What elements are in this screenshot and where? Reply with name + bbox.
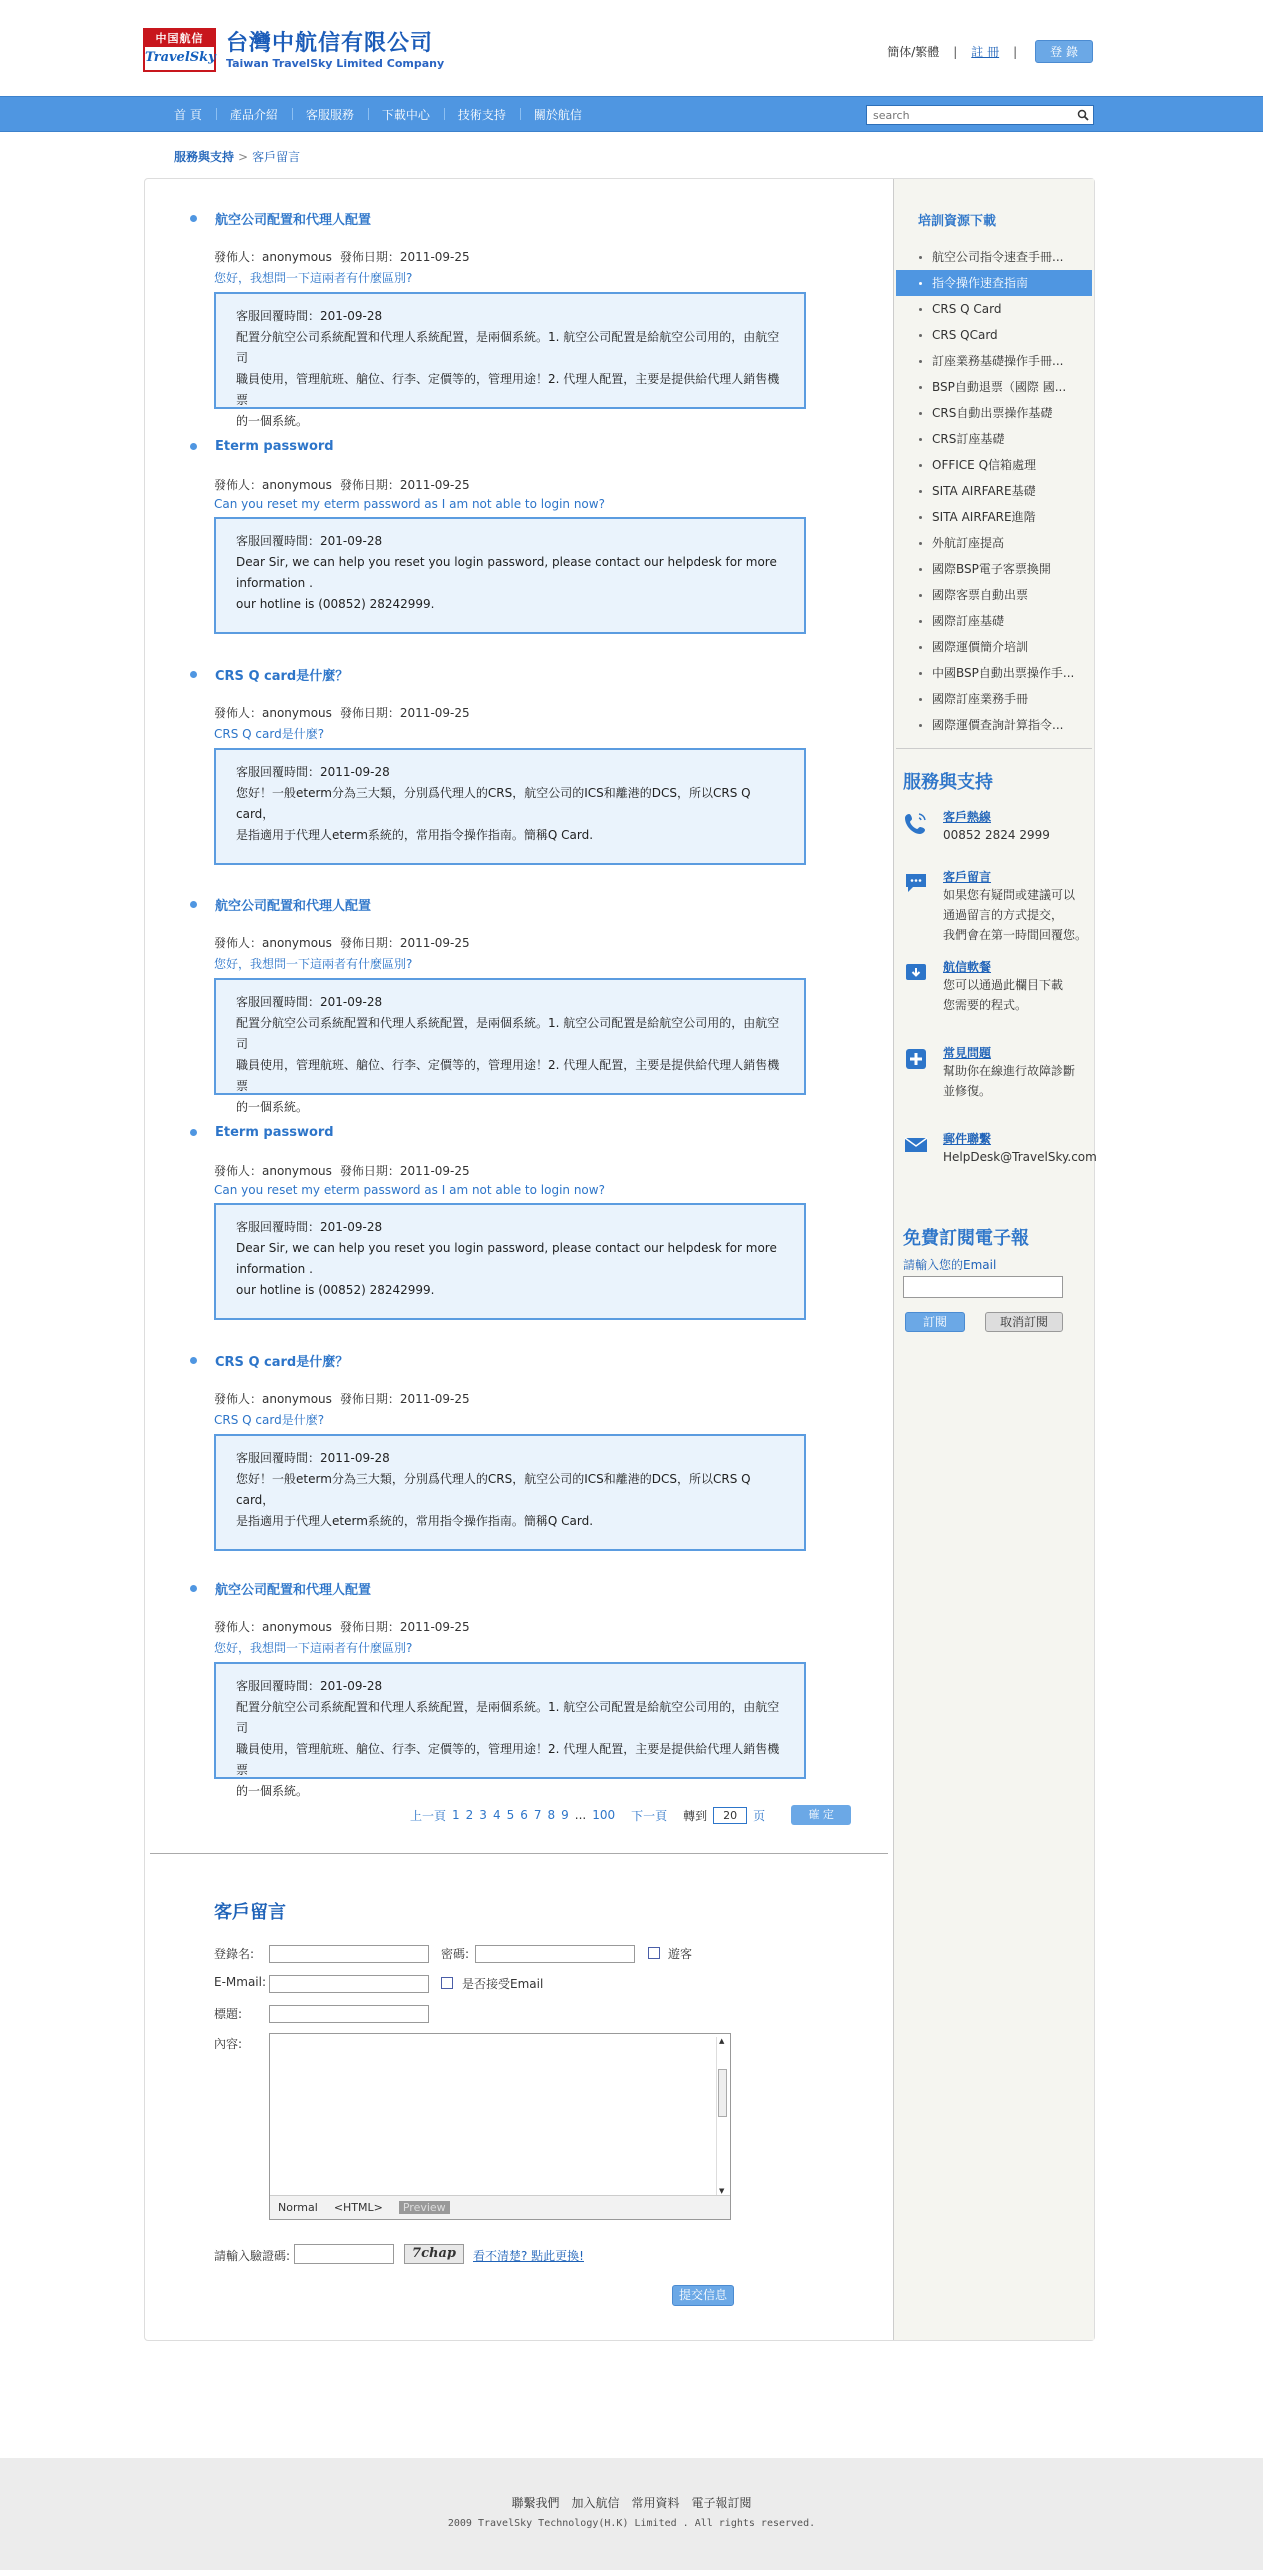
download-item[interactable]: CRS QCard — [896, 322, 1092, 348]
post-item — [190, 894, 810, 1114]
post-date: 發佈日期：2011-09-25 — [339, 1392, 470, 1406]
post-title-text[interactable]: Eterm password — [215, 1124, 334, 1140]
post-item — [190, 208, 810, 428]
subject-input[interactable] — [269, 2005, 429, 2023]
editor-mode-normal[interactable]: Normal — [278, 2201, 318, 2214]
reply-time: 客服回覆時間：201-09-28 — [236, 309, 383, 323]
main-nav — [0, 96, 1263, 132]
reply-line: 是指適用于代理人eterm系統的，常用指令操作指南。簡稱Q Card. — [236, 828, 594, 842]
reply-line: 配置分航空公司系統配置和代理人系統配置，是兩個系統。1. 航空公司配置是給航空公司用的，由航空司 — [236, 330, 780, 365]
post-author: 發佈人：anonymous — [214, 250, 332, 264]
logo-mark — [143, 28, 216, 72]
guest-checkbox[interactable] — [648, 1947, 660, 1959]
login-name-input[interactable] — [269, 1945, 429, 1963]
breadcrumb — [174, 148, 300, 165]
separator: | — [953, 44, 958, 59]
page-ellipsis: ... — [574, 1808, 587, 1822]
company-name-en: Taiwan TravelSky Limited Company — [226, 56, 445, 70]
reply-line: 的一個系統。 — [236, 414, 309, 428]
page-link[interactable]: 9 — [561, 1808, 569, 1822]
phone-icon — [903, 810, 929, 836]
reply-box — [214, 1203, 806, 1320]
breadcrumb-separator: > — [238, 150, 249, 164]
post-date: 發佈日期：2011-09-25 — [339, 706, 470, 720]
download-item[interactable]: CRS自動出票操作基礎 — [896, 400, 1092, 426]
post-title[interactable] — [190, 1350, 810, 1370]
post-item — [190, 436, 810, 634]
reply-time: 客服回覆時間：201-09-28 — [236, 1220, 383, 1234]
copyright: 2009 TravelSky Technology(H.K) Limited . All rights reserved. — [447, 2518, 816, 2529]
service-title: 服務與支持 — [903, 772, 993, 793]
nav-item-home[interactable]: 首 頁 — [174, 107, 202, 122]
footer — [0, 2458, 1263, 2570]
company-name-cn: 台灣中航信有限公司 — [226, 30, 434, 56]
downloads-title: 培訓資源下載 — [918, 214, 997, 229]
service-desc: 您可以通過此欄目下載 — [943, 978, 1064, 992]
email-input[interactable] — [269, 1975, 429, 1993]
download-item[interactable]: 指令操作速查指南 — [896, 270, 1092, 296]
newsletter-email-input[interactable] — [903, 1276, 1063, 1298]
bullet-icon — [190, 215, 197, 222]
download-item[interactable]: 國際訂座業務手冊 — [896, 686, 1092, 712]
download-item[interactable]: OFFICE Q信箱處理 — [896, 452, 1092, 478]
logo-cn-top: 中国航信 — [145, 30, 214, 47]
post-meta — [214, 1162, 810, 1179]
bullet-icon — [190, 443, 197, 450]
scroll-down-icon[interactable]: ▼ — [719, 2187, 725, 2195]
post-date: 發佈日期：2011-09-25 — [339, 478, 470, 492]
post-item — [190, 1350, 810, 1551]
search-input[interactable] — [867, 106, 1073, 124]
login-button[interactable]: 登 錄 — [1035, 40, 1093, 63]
nav-item-downloads[interactable]: 下載中心 — [368, 106, 444, 123]
reply-line: 是指適用于代理人eterm系統的，常用指令操作指南。簡稱Q Card. — [236, 1514, 594, 1528]
goto-label: 轉到 — [683, 1808, 708, 1823]
chat-bubble-icon — [903, 870, 929, 896]
reply-line: 您好！一般eterm分為三大類，分別爲代理人的CRS，航空公司的ICS和離港的DCS，所以CRS Q card， — [236, 786, 751, 821]
bullet-icon — [190, 1357, 197, 1364]
page-link[interactable]: 2 — [465, 1808, 474, 1822]
post-author: 發佈人：anonymous — [214, 478, 332, 492]
subscribe-button[interactable]: 訂閱 — [905, 1312, 965, 1332]
post-author: 發佈人：anonymous — [214, 1392, 332, 1406]
newsletter-label: 請輸入您的Email — [903, 1258, 997, 1272]
prev-page-link[interactable]: 上一頁 — [410, 1808, 447, 1823]
download-item[interactable]: 國際訂座基礎 — [896, 608, 1092, 634]
download-item[interactable]: BSP自動退票（國際 國... — [896, 374, 1092, 400]
download-item[interactable]: CRS Q Card — [896, 296, 1092, 322]
nav-item-support[interactable]: 技術支持 — [444, 106, 520, 123]
service-name[interactable]: 郵件聯繫 — [943, 1132, 992, 1146]
reply-line: our hotline is (00852) 28242999. — [236, 1283, 435, 1297]
post-date: 發佈日期：2011-09-25 — [339, 250, 470, 264]
search-box — [866, 105, 1094, 125]
post-title[interactable] — [190, 208, 810, 228]
page-link[interactable]: 7 — [533, 1808, 542, 1822]
plus-icon — [903, 1046, 929, 1072]
service-desc: 並修復。 — [943, 1084, 992, 1098]
reply-time: 客服回覆時間：2011-09-28 — [236, 765, 390, 779]
editor-scrollbar[interactable] — [716, 2037, 728, 2195]
service-name[interactable]: 航信軟餐 — [943, 960, 992, 974]
page-link-last[interactable]: 100 — [592, 1808, 616, 1822]
download-item[interactable]: SITA AIRFARE進階 — [896, 504, 1092, 530]
bullet-icon — [190, 671, 197, 678]
post-title-text[interactable]: 航空公司配置和代理人配置 — [215, 212, 372, 228]
service-name[interactable]: 客戶留言 — [943, 870, 992, 884]
reply-box — [214, 748, 806, 865]
post-date: 發佈日期：2011-09-25 — [339, 936, 470, 950]
content-label: 內容: — [214, 2037, 243, 2051]
download-item[interactable]: 國際BSP電子客票換開 — [896, 556, 1092, 582]
reply-box — [214, 1662, 806, 1798]
newsletter-title: 免費訂閱電子報 — [903, 1228, 1029, 1249]
reply-line: 您好！一般eterm分為三大類，分別爲代理人的CRS，航空公司的ICS和離港的DCS，所以CRS Q card， — [236, 1472, 751, 1507]
page-link[interactable]: 1 — [452, 1808, 460, 1822]
post-question: Can you reset my eterm password as I am not able to login now? — [214, 497, 605, 511]
service-desc: 通過留言的方式提交， — [943, 908, 1064, 922]
post-author: 發佈人：anonymous — [214, 706, 332, 720]
reply-line: 職員使用，管理航班、艙位、行李、定價等的，管理用途！2. 代理人配置，主要是提供給代理人銷售機票 — [236, 372, 780, 407]
post-title-text[interactable]: 航空公司配置和代理人配置 — [215, 898, 372, 914]
bullet-icon — [190, 1585, 197, 1592]
post-question: CRS Q card是什麼? — [214, 1413, 325, 1427]
logo-en-box: TravelSky — [145, 50, 216, 65]
accept-email-checkbox[interactable] — [441, 1977, 453, 1989]
content-editor[interactable] — [269, 2033, 731, 2220]
scroll-up-icon[interactable]: ▲ — [719, 2037, 725, 2045]
header-links — [887, 40, 1093, 63]
service-name[interactable]: 客戶熱線 — [943, 810, 992, 824]
post-question: 您好，我想問一下這兩者有什麼區別? — [214, 957, 413, 971]
captcha-image: 7chap — [404, 2244, 464, 2264]
page-unit: 页 — [753, 1808, 766, 1823]
nav-items — [160, 97, 596, 131]
post-item — [190, 664, 810, 865]
breadcrumb-current: 客戶留言 — [252, 150, 301, 164]
reply-box — [214, 292, 806, 428]
post-meta — [214, 704, 810, 721]
download-item[interactable]: 國際運價查詢計算指令... — [896, 712, 1092, 738]
goto-page-input[interactable] — [713, 1807, 747, 1824]
download-item[interactable]: 國際運價簡介培訓 — [896, 634, 1092, 660]
post-title-text[interactable]: Eterm password — [215, 438, 334, 454]
reply-line: 的一個系統。 — [236, 1100, 309, 1114]
footer-link[interactable]: 聯繫我們 — [511, 2496, 560, 2510]
reply-line: 的一個系統。 — [236, 1784, 309, 1798]
reply-line: 配置分航空公司系統配置和代理人系統配置，是兩個系統。1. 航空公司配置是給航空公司用的，由航空司 — [236, 1700, 780, 1735]
editor-mode-html[interactable]: <HTML> — [333, 2201, 383, 2214]
service-desc: 如果您有疑問或建議可以 — [943, 888, 1076, 902]
unsubscribe-button[interactable]: 取消訂閱 — [985, 1312, 1063, 1332]
service-desc: HelpDesk@TravelSky.com — [943, 1150, 1097, 1164]
email-label: E-Mmail: — [214, 1975, 267, 1989]
breadcrumb-parent[interactable]: 服務與支持 — [174, 150, 235, 164]
accept-email-label: 是否接受Email — [462, 1977, 544, 1991]
post-question: 您好，我想問一下這兩者有什麼區別? — [214, 271, 413, 285]
register-link[interactable]: 註 冊 — [971, 45, 1000, 59]
editor-mode-bar — [270, 2195, 730, 2219]
reply-time: 客服回覆時間：201-09-28 — [236, 995, 383, 1009]
reply-box — [214, 978, 806, 1114]
service-desc: 幫助你在線進行故障診斷 — [943, 1064, 1076, 1078]
password-input[interactable] — [475, 1945, 635, 1963]
reply-box — [214, 517, 806, 634]
post-title[interactable] — [190, 664, 810, 684]
login-name-label: 登錄名: — [214, 1947, 255, 1961]
service-name[interactable]: 常見問題 — [943, 1046, 992, 1060]
post-meta — [214, 1390, 810, 1407]
post-meta — [214, 934, 810, 951]
downloads-list — [896, 244, 1092, 738]
post-author: 發佈人：anonymous — [214, 1620, 332, 1634]
post-author: 發佈人：anonymous — [214, 936, 332, 950]
download-item[interactable]: 航空公司指令速查手冊... — [896, 244, 1092, 270]
bullet-icon — [190, 901, 197, 908]
reply-line: 職員使用，管理航班、艙位、行李、定價等的，管理用途！2. 代理人配置，主要是提供給代理人銷售機票 — [236, 1742, 780, 1777]
footer-link[interactable]: 電子報訂閱 — [691, 2496, 752, 2510]
goto-confirm-button[interactable]: 確 定 — [791, 1805, 851, 1825]
scroll-thumb[interactable] — [718, 2069, 727, 2117]
search-icon[interactable] — [1073, 106, 1093, 124]
download-item[interactable]: 中國BSP自動出票操作手... — [896, 660, 1092, 686]
post-meta — [214, 248, 810, 265]
service-item — [903, 808, 1093, 845]
post-question: Can you reset my eterm password as I am not able to login now? — [214, 1183, 605, 1197]
logo-text — [226, 31, 444, 70]
reply-time: 客服回覆時間：2011-09-28 — [236, 1451, 390, 1465]
post-title[interactable] — [190, 1578, 810, 1598]
footer-links — [0, 2494, 1263, 2511]
post-date: 發佈日期：2011-09-25 — [339, 1164, 470, 1178]
post-title[interactable] — [190, 1122, 810, 1142]
mail-icon — [903, 1132, 929, 1158]
nav-item-about[interactable]: 關於航信 — [520, 106, 596, 123]
nav-item-products[interactable]: 產品介紹 — [216, 106, 292, 123]
post-title-text[interactable]: CRS Q card是什麼？ — [215, 1354, 349, 1370]
page-link[interactable]: 5 — [506, 1808, 515, 1822]
service-item — [903, 1130, 1097, 1167]
reply-line: 職員使用，管理航班、艙位、行李、定價等的，管理用途！2. 代理人配置，主要是提供給代理人銷售機票 — [236, 1058, 780, 1093]
lang-switch-link[interactable]: 簡体/繁體 — [887, 45, 940, 59]
submit-button[interactable]: 提交信息 — [672, 2285, 734, 2306]
captcha-input[interactable] — [294, 2244, 394, 2264]
captcha-label: 請輸入驗證碼: — [214, 2249, 291, 2263]
post-title-text[interactable]: 航空公司配置和代理人配置 — [215, 1582, 372, 1598]
post-item — [190, 1122, 810, 1320]
post-question: 您好，我想問一下這兩者有什麼區別? — [214, 1641, 413, 1655]
download-item[interactable]: 國際客票自動出票 — [896, 582, 1092, 608]
service-item — [903, 868, 1093, 945]
site-header — [0, 0, 1263, 96]
logo[interactable] — [143, 28, 444, 72]
guest-label: 遊客 — [668, 1947, 693, 1961]
post-author: 發佈人：anonymous — [214, 1164, 332, 1178]
separator: | — [1013, 44, 1018, 59]
download-item[interactable]: CRS訂座基礎 — [896, 426, 1092, 452]
download-item[interactable]: SITA AIRFARE基礎 — [896, 478, 1092, 504]
post-title[interactable] — [190, 894, 810, 914]
download-item[interactable]: 外航訂座提高 — [896, 530, 1092, 556]
pagination — [410, 1805, 851, 1825]
post-item — [190, 1578, 810, 1798]
footer-link[interactable]: 加入航信 — [571, 2496, 620, 2510]
service-desc: 您需要的程式。 — [943, 998, 1028, 1012]
post-question: CRS Q card是什麼? — [214, 727, 325, 741]
captcha-refresh-link[interactable]: 看不清楚? 點此更換! — [473, 2249, 584, 2263]
footer-link[interactable]: 常用資料 — [631, 2496, 680, 2510]
form-title: 客戶留言 — [214, 1902, 286, 1923]
reply-box — [214, 1434, 806, 1551]
post-title-text[interactable]: CRS Q card是什麼？ — [215, 668, 349, 684]
post-date: 發佈日期：2011-09-25 — [339, 1620, 470, 1634]
nav-item-service[interactable]: 客服服務 — [292, 106, 368, 123]
reply-time: 客服回覆時間：201-09-28 — [236, 534, 383, 548]
bullet-icon — [190, 1129, 197, 1136]
section-divider — [150, 1853, 888, 1854]
post-meta — [214, 476, 810, 493]
post-title[interactable] — [190, 436, 810, 456]
service-item — [903, 1044, 1093, 1101]
subject-label: 標題: — [214, 2007, 243, 2021]
service-desc: 00852 2824 2999 — [943, 828, 1050, 842]
page-link[interactable]: 4 — [492, 1808, 501, 1822]
sidebar-divider — [896, 748, 1092, 749]
page-numbers — [452, 1808, 569, 1822]
reply-time: 客服回覆時間：201-09-28 — [236, 1679, 383, 1693]
page-link[interactable]: 3 — [479, 1808, 487, 1822]
reply-line: Dear Sir, we can help you reset you login password, please contact our helpdesk for more information . — [236, 1241, 777, 1276]
service-desc: 我們會在第一時間回覆您。 — [943, 928, 1088, 942]
next-page-link[interactable]: 下一頁 — [631, 1808, 668, 1823]
page-link[interactable]: 8 — [547, 1808, 556, 1822]
post-meta — [214, 1618, 810, 1635]
download-item[interactable]: 訂座業務基礎操作手冊... — [896, 348, 1092, 374]
page-link[interactable]: 6 — [520, 1808, 528, 1822]
reply-line: 配置分航空公司系統配置和代理人系統配置，是兩個系統。1. 航空公司配置是給航空公司用的，由航空司 — [236, 1016, 780, 1051]
service-item — [903, 958, 1093, 1015]
reply-line: Dear Sir, we can help you reset you login password, please contact our helpdesk for more information . — [236, 555, 777, 590]
reply-line: our hotline is (00852) 28242999. — [236, 597, 435, 611]
editor-mode-preview[interactable]: Preview — [399, 2201, 450, 2214]
password-label: 密碼: — [441, 1947, 470, 1961]
download-icon — [903, 960, 929, 986]
